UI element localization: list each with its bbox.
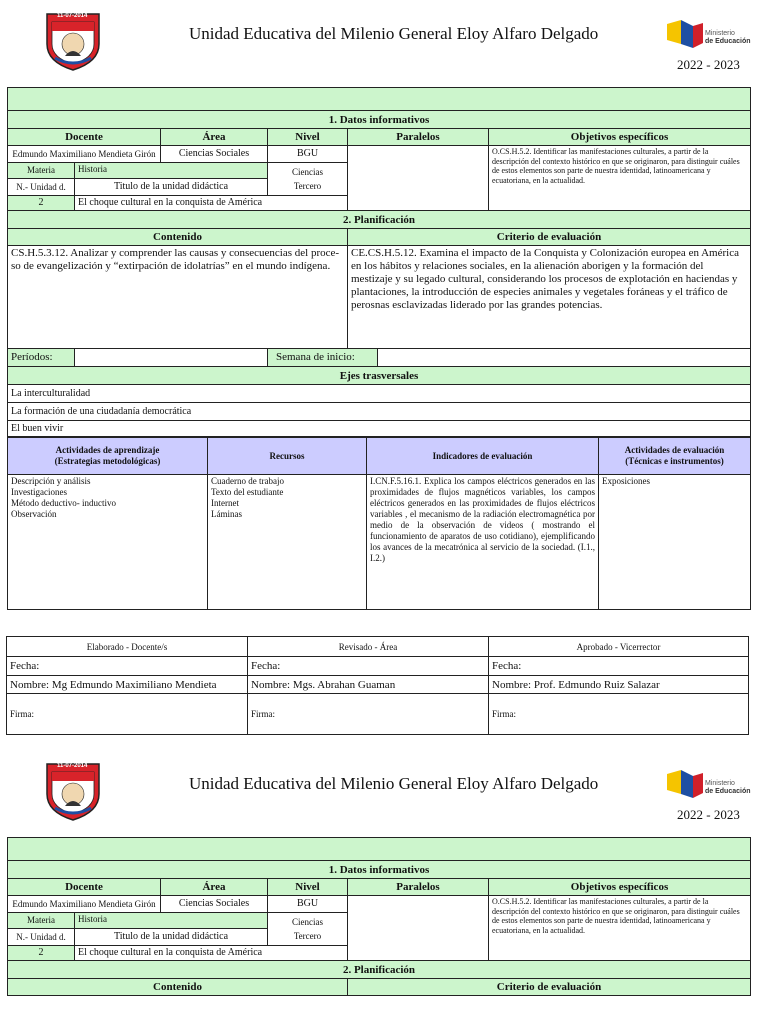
fecha-docente: Fecha: (7, 657, 248, 676)
materia-value: Historia (75, 163, 268, 179)
nivel-value: BGU (268, 896, 348, 913)
area-value: Ciencias Sociales (161, 146, 268, 163)
unidad-titulo: El choque cultural en la conquista de América (75, 946, 348, 961)
nivel-sub2: Tercero (293, 930, 322, 941)
docente-value: Edmundo Maximiliano Mendieta Girón (8, 896, 161, 913)
docente-value: Edmundo Maximiliano Mendieta Girón (8, 146, 161, 163)
section1-title: 1. Datos informativos (8, 861, 751, 879)
titulo-label: Titulo de la unidad didáctica (75, 929, 268, 946)
unidad-label: N.- Unidad d. (8, 929, 75, 946)
recursos-value: Cuaderno de trabajo Texto del estudiante Internet Láminas (208, 475, 367, 610)
col-docente: Docente (8, 129, 161, 146)
elaborado-label: Elaborado - Docente/s (7, 637, 248, 657)
section2-title: 2. Planificación (8, 961, 751, 979)
actividades-value: Descripción y análisis Investigaciones Método deductivo- inductivo Observación (8, 475, 208, 610)
titulo-label: Titulo de la unidad didáctica (75, 179, 268, 196)
objetivos-value: O.CS.H.5.2. Identificar las manifestaciones culturales, a partir de la descripción del contexto histórico en que se originaron, para distinguir cuáles de estos elementos son parte de nuestra identidad, latinoamericana y ecuatoriana, en la actualidad. (489, 146, 751, 211)
nombre-area: Nombre: Mgs. Abrahan Guaman (248, 676, 489, 694)
school-logo-date: 11-07-2014 (57, 13, 88, 19)
col-paralelos: Paralelos (348, 129, 489, 146)
materia-label: Materia (8, 913, 75, 929)
school-year: 2022 - 2023 (677, 57, 740, 72)
ministry-logo (667, 770, 757, 800)
objetivos-value: O.CS.H.5.2. Identificar las manifestaciones culturales, a partir de la descripción del contexto histórico en que se originaron, para distinguir cuáles de estos elementos son parte de nuestra identidad, latinoamericana y ecuatoriana, en la actualidad. (489, 896, 751, 961)
signature-table (6, 636, 748, 735)
blank-title-row (8, 88, 751, 111)
eje-item: La formación de una ciudadanía democrática (8, 403, 751, 421)
ministry-line1: Ministerio (705, 780, 735, 787)
col-area: Área (161, 129, 268, 146)
school-name: Unidad Educativa del Milenio General Eloy Alfaro Delgado (189, 24, 599, 43)
firma-area: Firma: (248, 694, 489, 735)
col-contenido: Contenido (8, 979, 348, 996)
nivel-value: BGU (268, 146, 348, 163)
paralelos-value (348, 896, 489, 961)
criterio-value: CE.CS.H.5.12. Examina el impacto de la Conquista y Colonización europea en América en los hábitos y relaciones sociales, en la alienación aborigen y la formación del mestizaje y su legado cultural, considerando los procesos de explotación en haciendas y plantaciones, la introducción de especies animales y vegetales foráneas y el tráfico de perosnas esclavizadas liderado por las grandes potencias. (348, 246, 751, 349)
col-act-eval: Actividades de evaluación (Técnicas e instrumentos) (599, 438, 751, 475)
nivel-sub1: Ciencias (292, 166, 323, 177)
section1-title: 1. Datos informativos (8, 111, 751, 129)
nombre-vicerrector: Nombre: Prof. Edmundo Ruiz Salazar (489, 676, 749, 694)
ministry-line2: de Educación (705, 788, 751, 795)
periodos-value (75, 349, 268, 367)
col-criterio: Criterio de evaluación (348, 229, 751, 246)
ejes-title: Ejes trasversales (8, 367, 751, 385)
ministry-logo (667, 20, 757, 50)
materia-value: Historia (75, 913, 268, 929)
col-actividades: Actividades de aprendizaje (Estrategias metodológicas) (8, 438, 208, 475)
nivel-sub (268, 163, 348, 196)
paralelos-value (348, 146, 489, 211)
col-paralelos: Paralelos (348, 879, 489, 896)
col-contenido: Contenido (8, 229, 348, 246)
contenido-value: CS.H.5.3.12. Analizar y comprender las causas y consecuencias del proce-so de evangelización y “extirpación de idolatrías” en el mundo indígena. (8, 246, 348, 349)
planning-table (7, 837, 750, 996)
unidad-num: 2 (8, 946, 75, 961)
semana-value (378, 349, 751, 367)
unidad-num: 2 (8, 196, 75, 211)
firma-docente: Firma: (7, 694, 248, 735)
materia-label: Materia (8, 163, 75, 179)
school-year: 2022 - 2023 (677, 807, 740, 822)
aprobado-label: Aprobado - Vicerrector (489, 637, 749, 657)
col-nivel: Nivel (268, 129, 348, 146)
col-objetivos: Objetivos específicos (489, 879, 751, 896)
fecha-vicerrector: Fecha: (489, 657, 749, 676)
col-criterio: Criterio de evaluación (348, 979, 751, 996)
nivel-sub (268, 913, 348, 946)
area-value: Ciencias Sociales (161, 896, 268, 913)
firma-vicerrector: Firma: (489, 694, 749, 735)
col-objetivos: Objetivos específicos (489, 129, 751, 146)
eje-item: El buen vivir (8, 421, 751, 437)
col-recursos: Recursos (208, 438, 367, 475)
revisado-label: Revisado - Área (248, 637, 489, 657)
unidad-titulo: El choque cultural en la conquista de América (75, 196, 348, 211)
ministry-line2: de Educación (705, 38, 751, 45)
semana-label: Semana de inicio: (268, 349, 378, 367)
eje-item: La interculturalidad (8, 385, 751, 403)
planning-table (7, 87, 750, 610)
school-logo (43, 760, 103, 827)
school-name: Unidad Educativa del Milenio General Eloy Alfaro Delgado (189, 774, 599, 793)
blank-title-row (8, 838, 751, 861)
act-eval-value: Exposiciones (599, 475, 751, 610)
ministry-line1: Ministerio (705, 30, 735, 37)
section2-title: 2. Planificación (8, 211, 751, 229)
nombre-docente: Nombre: Mg Edmundo Maximiliano Mendieta (7, 676, 248, 694)
periodos-label: Períodos: (8, 349, 75, 367)
col-indicadores: Indicadores de evaluación (367, 438, 599, 475)
col-nivel: Nivel (268, 879, 348, 896)
col-area: Área (161, 879, 268, 896)
school-logo (43, 10, 103, 77)
indicadores-value: I.CN.F.5.16.1. Explica los campos eléctricos generados en las proximidades de flujos magnéticos variables, los campos eléctricos generados en las proximidades de flujos eléctricos variables , el mecanismo de la radiación electromagnética por medio de la observación de videos ( mostrando el funcionamiento de aparatos de uso cotidiano), ejemplificando los avances de la mecatrónica al servicio de la sociedad. (I.1., I.2.) (367, 475, 599, 610)
unidad-label: N.- Unidad d. (8, 179, 75, 196)
fecha-area: Fecha: (248, 657, 489, 676)
nivel-sub1: Ciencias (292, 916, 323, 927)
col-docente: Docente (8, 879, 161, 896)
nivel-sub2: Tercero (293, 180, 322, 191)
school-logo-date: 11-07-2014 (57, 763, 88, 769)
